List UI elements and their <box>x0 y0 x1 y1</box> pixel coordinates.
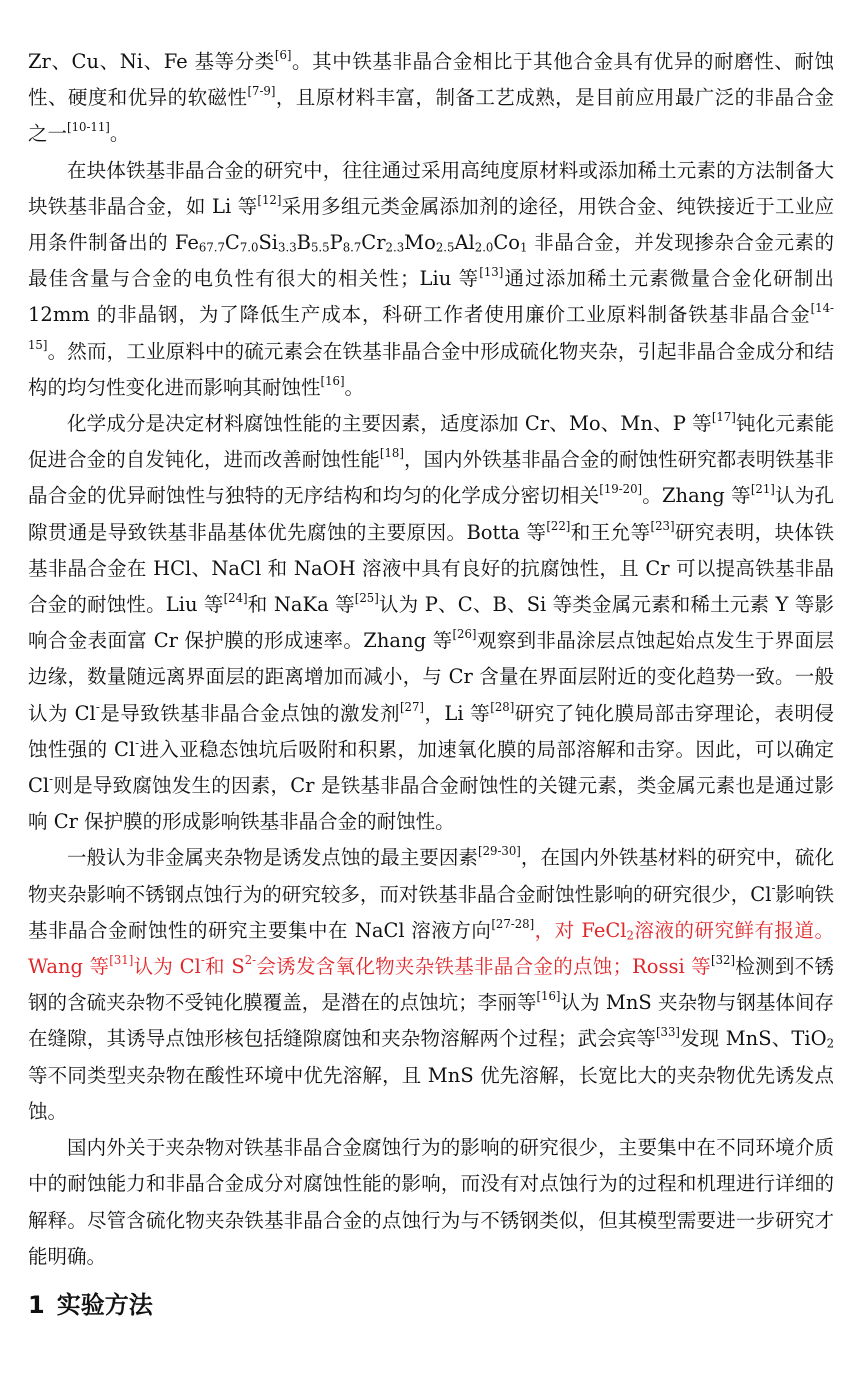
citation: [25] <box>354 591 379 606</box>
citation: [22] <box>546 518 571 533</box>
citation: [27-28] <box>491 917 535 932</box>
citation: [16] <box>536 989 561 1004</box>
citation: [10-11] <box>67 120 110 135</box>
citation: [23] <box>650 518 675 533</box>
paragraph-4: 一般认为非金属夹杂物是诱发点蚀的最主要因素[29-30]，在国内外铁基材料的研究中，硫化物夹杂影响不锈钢点蚀行为的研究较多，而对铁基非晶合金耐蚀性影响的研究很少，Cl-影响铁基非晶合金耐蚀性的研究主要集中在 NaCl 溶液方向[27-28]，对 FeCl$_2$溶液的研究鲜有报道。Wang 等[31]认为 Cl-和 $S^{2-}$会诱发含氧化物夹杂铁基非晶合金的点蚀；Rossi 等[32]检测到不锈钢的含硫夹杂物不受钝化膜覆盖，是潜在的点蚀坑；李丽等[16]认为 MnS 夹杂物与钢基体间存在缝隙，其诱导点蚀形核包括缝隙腐蚀和夹杂物溶解两个过程；武会宾等[33]发现 MnS、TiO$_2$等不同类型夹杂物在酸性环境中优先溶解，且 MnS 优先溶解，长宽比大的夹杂物优先诱发点蚀。 <box>28 844 834 1123</box>
ion-charge: - <box>135 736 140 751</box>
citation: [14-15] <box>28 301 834 352</box>
section-number: 1 <box>28 1290 45 1319</box>
ion-charge: - <box>95 699 100 714</box>
ion-charge: - <box>200 953 205 968</box>
citation: [18] <box>379 446 404 461</box>
citation: [27] <box>399 699 424 714</box>
paragraph-1: Zr、Cu、Ni、Fe 基等分类[6]。其中铁基非晶合金相比于其他合金具有优异的耐磨性、耐蚀性、硬度和优异的软磁性[7-9]，且原材料丰富，制备工艺成熟，是目前应用最广泛的非晶合金之一[10-11]。 <box>28 48 834 146</box>
citation: [7-9] <box>247 84 276 99</box>
citation: [17] <box>711 410 736 425</box>
citation: [6] <box>274 48 292 63</box>
highlighted-text: ，对 FeCl$_2$溶液的研究鲜有报道。Wang 等[31]认为 Cl-和 $S^{2-}$会诱发含氧化物夹杂铁基非晶合金的点蚀；Rossi 等 <box>28 918 834 979</box>
ion-charge: - <box>49 772 54 787</box>
alloy-formula: $Fe_{67.7}C_{7.0}Si_{3.3}B_{5.5}P_{8.7}Cr_{2.3}Mo_{2.5}Al_{2.0}Co_1$ <box>174 231 528 255</box>
citation: [29-30] <box>478 844 521 859</box>
document-body <box>28 44 834 1325</box>
citation: [31] <box>109 953 134 968</box>
section-title: 实验方法 <box>56 1290 153 1319</box>
citation: [33] <box>656 1025 680 1040</box>
ion-charge: 2- <box>244 953 257 968</box>
paragraph-5: 国内外关于夹杂物对铁基非晶合金腐蚀行为的影响的研究很少，主要集中在不同环境介质中的耐蚀能力和非晶合金成分对腐蚀性能的影响，而没有对点蚀行为的过程和机理进行详细的解释。尽管含硫化物夹杂铁基非晶合金的点蚀行为与不锈钢类似，但其模型需要进一步研究才能明确。 <box>28 1136 834 1268</box>
citation: [12] <box>257 193 282 208</box>
citation: [26] <box>452 627 477 642</box>
citation: [19-20] <box>599 482 643 497</box>
citation: [28] <box>490 699 515 714</box>
ion-charge: - <box>771 880 776 895</box>
paragraph-2: 在块体铁基非晶合金的研究中，往往通过采用高纯度原材料或添加稀土元素的方法制备大块铁基非晶合金，如 Li 等[12]采用多组元类金属添加剂的途径，用铁合金、纯铁接近于工业应用条件制备出的 $Fe_{67.7}C_{7.0}Si_{3.3}B_{5.5}P_{8.7}Cr_{2.3}Mo_{2.5}Al_{2.0}Co_1$ 非晶合金，并发现掺杂合金元素的最佳含量与合金的电负性有很大的相关性；Liu 等[13]通过添加稀土元素微量合金化研制出 12mm 的非晶钢，为了降低生产成本，科研工作者使用廉价工业原料制备铁基非晶合金[14-15]。然而，工业原料中的硫元素会在铁基非晶合金中形成硫化物夹杂，引起非晶合金成分和结构的均匀性变化进而影响其耐蚀性[16]。 <box>28 158 834 399</box>
citation: [32] <box>711 953 736 968</box>
citation: [21] <box>750 482 775 497</box>
citation: [24] <box>223 591 248 606</box>
citation: [13] <box>479 265 504 280</box>
section-heading <box>28 1285 834 1325</box>
citation: [16] <box>320 374 345 389</box>
paragraph-3: 化学成分是决定材料腐蚀性能的主要因素，适度添加 Cr、Mo、Mn、P 等[17]钝化元素能促进合金的自发钝化，进而改善耐蚀性能[18]，国内外铁基非晶合金的耐蚀性研究都表明铁基非晶合金的优异耐蚀性与独特的无序结构和均匀的化学成分密切相关[19-20]。Zhang 等[21]认为孔隙贯通是导致铁基非晶基体优先腐蚀的主要原因。Botta 等[22]和王允等[23]研究表明，块体铁基非晶合金在 HCl、NaCl 和 NaOH 溶液中具有良好的抗腐蚀性，且 Cr 可以提高铁基非晶合金的耐蚀性。Liu 等[24]和 NaKa 等[25]认为 P、C、B、Si 等类金属元素和稀土元素 Y 等影响合金表面富 Cr 保护膜的形成速率。Zhang 等[26]观察到非晶涂层点蚀起始点发生于界面层边缘，数量随远离界面层的距离增加而减小，与 Cr 含量在界面层附近的变化趋势一致。一般认为 Cl-是导致铁基非晶合金点蚀的激发剂[27]，Li 等[28]研究了钝化膜局部击穿理论，表明侵蚀性强的 Cl-进入亚稳态蚀坑后吸附和积累，加速氧化膜的局部溶解和击穿。因此，可以确定 Cl-则是导致腐蚀发生的因素，Cr 是铁基非晶合金耐蚀性的关键元素，类金属元素也是通过影响 Cr 保护膜的形成影响铁基非晶合金的耐蚀性。 <box>28 410 834 834</box>
